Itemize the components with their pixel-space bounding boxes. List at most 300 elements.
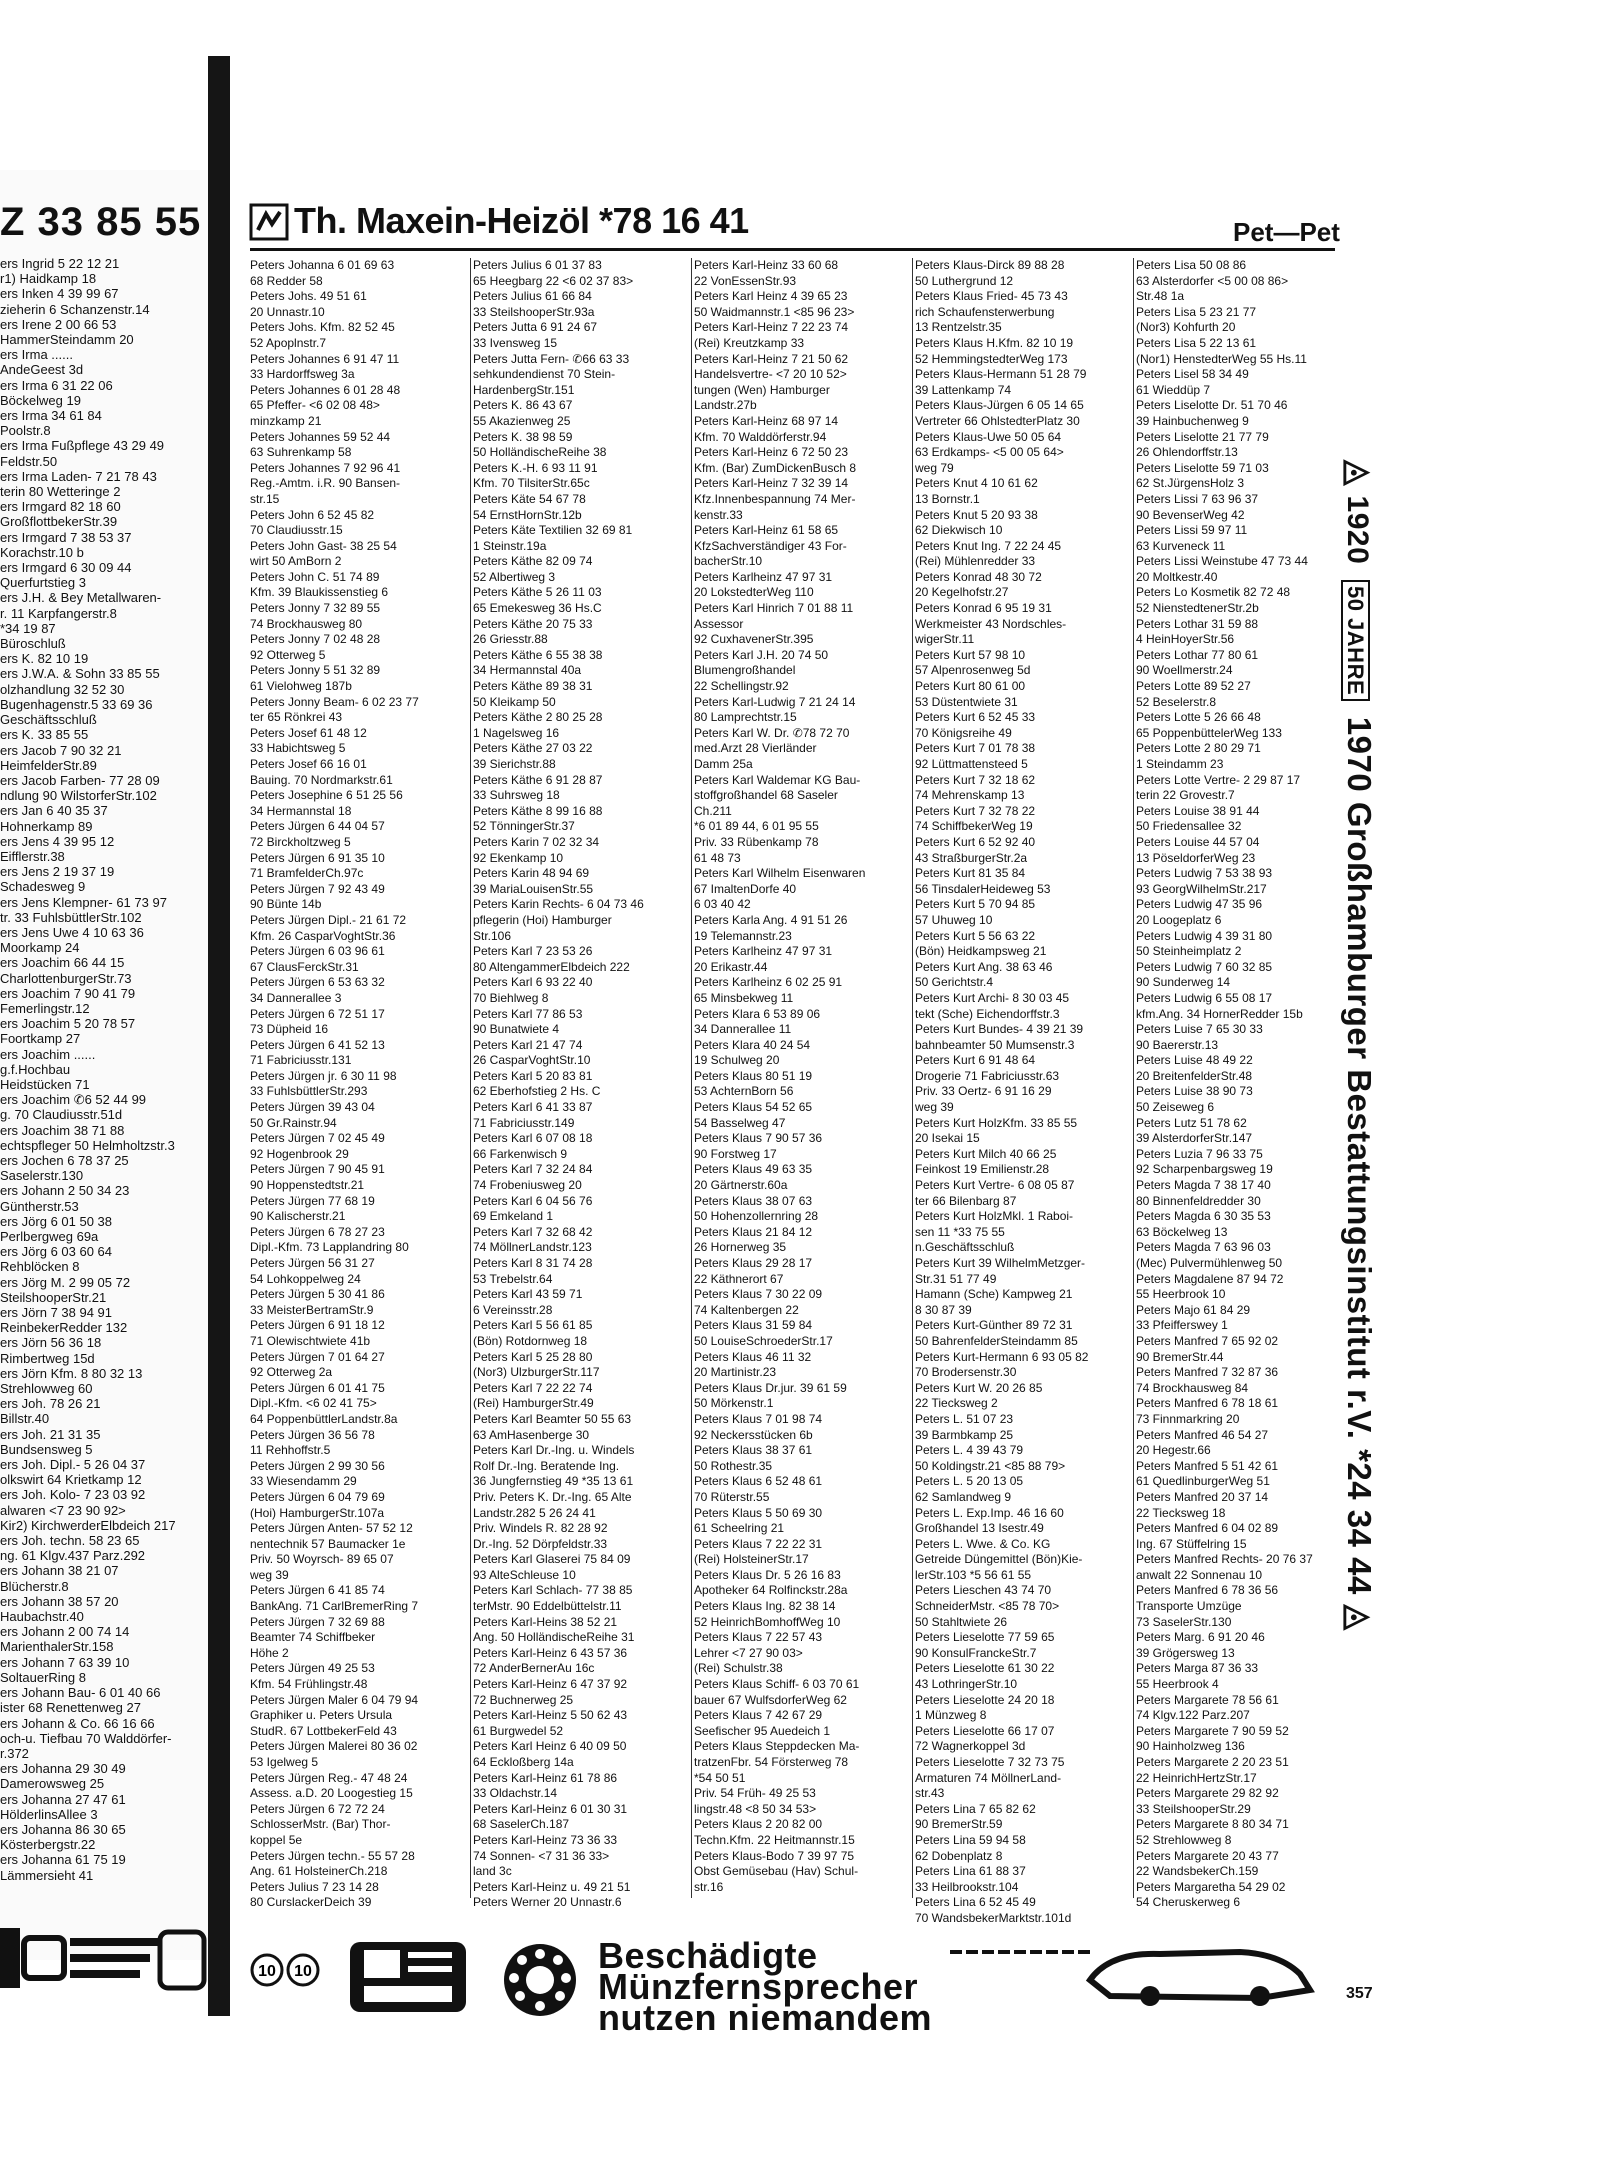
listing-entry: Peters Liselotte 59 71 03 [1136, 460, 1269, 475]
listing-entry: (Rei) Mühlenredder 33 [915, 554, 1036, 569]
listing-entry: Peters Karl-Heinz 6 72 50 23 [694, 445, 849, 460]
listing-entry: str.43 [915, 1786, 945, 1801]
listing-entry: Peters Magdalene 87 94 72 [1136, 1271, 1284, 1286]
listing-entry: 68 SaselerCh.187 [473, 1817, 570, 1832]
listing-entry: Peters Lisel 58 34 49 [1136, 367, 1249, 382]
listing-entry: 22 Tiecksweg 18 [1136, 1505, 1226, 1520]
ad-slogan-line-3: nutzen niemandem [598, 1997, 933, 2038]
listing-entry: Peters Käthe 2 80 25 28 [473, 710, 603, 725]
listing-entry: Güntherstr.53 [0, 1198, 79, 1214]
listing-entry: 90 Hoppenstedtstr.21 [250, 1178, 365, 1193]
listing-entry: 74 Brockhausweg 84 [1136, 1380, 1249, 1395]
listing-entry: Obst Gemüsebau (Hav) Schul- [694, 1864, 859, 1879]
listing-entry: HölderlinsAllee 3 [0, 1806, 98, 1822]
listing-entry: 72 AnderBernerAu 16c [473, 1661, 595, 1676]
listing-entry: 20 BreitenfelderStr.48 [1136, 1068, 1253, 1083]
listing-entry: str.16 [694, 1879, 724, 1894]
listing-entry: Peters Jürgen 7 02 45 49 [250, 1131, 385, 1146]
listing-entry: Peters Karlheinz 47 97 31 [694, 944, 833, 959]
listing-entry: Drogerie 71 Fabriciusstr.63 [915, 1068, 1060, 1083]
listing-entry: ers Irmgard 7 38 53 37 [0, 529, 132, 545]
listing-entry: Feinkost 19 Emilienstr.28 [915, 1162, 1050, 1177]
listing-entry: Peters Klaus 80 51 19 [694, 1068, 813, 1083]
listing-entry: ers Johann 7 63 39 10 [0, 1654, 130, 1670]
listing-entry: Peters Louise 38 91 44 [1136, 803, 1260, 818]
listing-entry: Peters Lieselotte 66 17 07 [915, 1723, 1055, 1738]
listing-entry: Peters Josef 61 48 12 [250, 725, 367, 740]
listing-entry: Str.48 1a [1136, 289, 1185, 304]
listing-entry: 54 Lohkoppelweg 24 [250, 1271, 361, 1286]
listing-entry: 53 Igelweg 5 [250, 1755, 319, 1769]
listing-entry: koppel 5e [250, 1832, 303, 1847]
listing-entry: Peters Jürgen 56 31 27 [250, 1256, 375, 1270]
listing-entry: Peters Margarete 8 80 34 71 [1136, 1817, 1289, 1832]
listing-entry: 55 Heerbrook 10 [1136, 1287, 1226, 1302]
listing-entry: 36 Jungfernstieg 49 *35 13 61 [473, 1474, 634, 1489]
listing-entry: ers Joh. Kolo- 7 23 03 92 [0, 1487, 146, 1503]
listing-entry: Peters Klaus 49 63 35 [694, 1162, 813, 1177]
listing-entry: 65 Heegbarg 22 <6 02 37 83> [473, 273, 634, 288]
listing-entry: ers Jens Uwe 4 10 63 36 [0, 924, 144, 940]
listing-entry: 63 Kurveneck 11 [1136, 538, 1226, 553]
listing-entry: 8 30 87 39 [915, 1302, 972, 1317]
listing-entry: ers Jörn Kfm. 8 80 32 13 [0, 1365, 143, 1381]
listing-entry: olkswirt 64 Krietkamp 12 [0, 1472, 142, 1488]
listing-entry: 22 VonEssenStr.93 [694, 273, 797, 288]
listing-entry: GroßflottbekerStr.39 [0, 514, 118, 530]
listing-entry: Peters Karl Heinz 6 40 09 50 [473, 1739, 627, 1754]
listing-entry: 20 Loogeplatz 6 [1136, 912, 1222, 927]
listing-entry: Peters Kurt Milch 40 66 25 [915, 1146, 1057, 1161]
listing-entry: n.Geschäftsschluß [915, 1240, 1015, 1255]
header-divider [250, 248, 1335, 251]
listing-entry: sen 11 *33 75 55 [915, 1224, 1005, 1239]
listing-entry: Hohnerkamp 89 [0, 818, 93, 834]
listing-entry: (Bön) Heidkampsweg 21 [915, 944, 1047, 959]
listing-entry: 74 MöllnerLandstr.123 [473, 1240, 592, 1255]
listing-entry: Dipl.-Kfm. 73 Lapplandring 80 [250, 1240, 409, 1255]
listing-entry: Peters Margarete 2 20 23 51 [1136, 1755, 1289, 1769]
listing-entry: Peters Manfred 6 04 02 89 [1136, 1521, 1279, 1536]
listing-entry: Assess. a.D. 20 Loogestieg 15 [250, 1786, 413, 1801]
listing-entry: Str.106 [473, 928, 512, 943]
listing-entry: wirt 50 AmBorn 2 [250, 554, 342, 569]
listing-entry: 33 Heilbrookstr.104 [915, 1879, 1019, 1894]
listing-entry: 20 Isekai 15 [915, 1131, 980, 1146]
listing-entry: Peters Johannes 6 91 47 11 [250, 351, 400, 366]
listing-entry: (Rei) Kreutzkamp 33 [694, 335, 805, 350]
listing-entry: Peters Kurt 81 35 84 [915, 866, 1026, 881]
listing-entry: 50 Friedensallee 32 [1136, 819, 1242, 834]
listing-entry: Peters Karlheinz 47 97 31 [694, 569, 833, 584]
listing-entry: Feldstr.50 [0, 453, 58, 469]
listing-entry: 63 Erdkamps- <5 00 05 64> [915, 445, 1064, 460]
listing-entry: Peters Karl 6 93 22 40 [473, 975, 593, 990]
listing-entry: olzhandlung 32 52 30 [0, 681, 125, 697]
listing-entry: Peters K. 38 98 59 [473, 429, 573, 444]
listing-entry: 70 WandsbekerMarktstr.101d [915, 1910, 1072, 1925]
listing-entry: Geschäftsschluß [0, 712, 97, 728]
listing-entry: 34 Dannerallee 11 [694, 1022, 792, 1037]
page-range: Pet—Pet [1233, 217, 1340, 247]
listing-entry: 19 Telemannstr.23 [694, 928, 792, 943]
listing-entry: Techn.Kfm. 22 Heitmannstr.15 [694, 1832, 855, 1847]
listing-entry: 65 Pfeffer- <6 02 08 48> [250, 398, 380, 413]
listing-entry: Peters Lotte 89 52 27 [1136, 679, 1251, 694]
listing-entry: 34 Hermannstal 18 [250, 803, 352, 818]
listing-entry: Peters Klaus-Bodo 7 39 97 75 [694, 1848, 855, 1863]
listing-entry: 22 Käthnerort 67 [694, 1271, 784, 1286]
listing-entry: ers Joh. Dipl.- 5 26 04 37 [0, 1457, 146, 1473]
listing-entry: 33 MeisterBertramStr.9 [250, 1302, 374, 1317]
listing-entry: Peters Karl 7 23 53 26 [473, 944, 593, 959]
listing-entry: Billstr.40 [0, 1411, 50, 1427]
listing-entry: pflegerin (Hoi) Hamburger [473, 912, 612, 927]
listing-entry: Peters Ludwig 4 39 31 80 [1136, 928, 1273, 943]
listing-entry: 22 HeinrichHertzStr.17 [1136, 1770, 1257, 1785]
listing-entry: 20 Moltkestr.40 [1136, 569, 1218, 584]
listing-entry: 64 PoppenbüttlerLandstr.8a [250, 1411, 398, 1426]
listing-entry: och-u. Tiefbau 70 Walddörfer- [0, 1730, 172, 1746]
listing-entry: 39 AlsterdorferStr.147 [1136, 1131, 1253, 1146]
listing-entry: 63 AmHasenberge 30 [473, 1427, 590, 1442]
listing-entry: 57 Alpenrosenweg 5d [915, 663, 1031, 678]
listing-column-2 [473, 258, 691, 1910]
listing-entry: 39 Sierichstr.88 [473, 757, 556, 771]
listing-entry: ers Jochen 6 78 37 25 [0, 1152, 129, 1168]
listing-entry: Peters Jürgen Malerei 80 36 02 [250, 1739, 418, 1754]
listing-entry: Damerowsweg 25 [0, 1776, 105, 1792]
listing-entry: Peters Klaus-Hermann 51 28 79 [915, 367, 1087, 382]
listing-entry: 11 Rehhoffstr.5 [250, 1443, 331, 1458]
listing-entry: 20 Martinistr.23 [694, 1365, 777, 1380]
listing-entry: HardenbergStr.151 [473, 382, 575, 397]
listing-entry: ReinbekerRedder 132 [0, 1320, 128, 1336]
listing-entry: Reg.-Amtm. i.R. 90 Bansen- [250, 476, 401, 491]
listing-entry: Peters John C. 51 74 89 [250, 569, 380, 584]
listing-entry: ers Jörg M. 2 99 05 72 [0, 1274, 131, 1290]
listing-entry: 33 Suhrsweg 18 [473, 788, 560, 803]
listing-entry: Peters Karl Glaserei 75 84 09 [473, 1552, 631, 1567]
listing-entry: Landstr.282 5 26 24 41 [473, 1505, 596, 1520]
listing-entry: tungen (Wen) Hamburger [694, 382, 830, 397]
listing-entry: 73 Düpheid 16 [250, 1022, 329, 1037]
listing-entry: Peters Kurt 7 01 78 38 [915, 741, 1036, 756]
listing-entry: Peters K.-H. 6 93 11 91 [473, 460, 598, 475]
listing-entry: 13 Rentzelstr.35 [915, 320, 1002, 335]
listing-entry: Peters Klaus 7 22 57 43 [694, 1630, 823, 1645]
listing-entry: Priv. 50 Woyrsch- 89 65 07 [250, 1552, 394, 1567]
listing-entry: Peters Manfred 6 78 18 61 [1136, 1396, 1279, 1411]
listing-entry: 67 ClausFerckStr.31 [250, 959, 359, 974]
listing-entry: Schadesweg 9 [0, 879, 86, 895]
listing-entry: Peters Karl Schlach- 77 38 85 [473, 1583, 633, 1598]
listing-entry: 54 Basselweg 47 [694, 1115, 786, 1130]
listing-entry: 92 CuxhavenerStr.395 [694, 632, 814, 647]
listing-entry: 90 Kalischerstr.21 [250, 1209, 346, 1224]
listing-entry: Kfm. (Bar) ZumDickenBusch 8 [694, 460, 857, 475]
payphone-icon [348, 1940, 468, 2015]
listing-entry: 65 Emekesweg 36 Hs.C [473, 601, 602, 616]
listing-entry: wigerStr.11 [915, 632, 975, 647]
listing-entry: Peters Karl 43 59 71 [473, 1287, 583, 1302]
listing-entry: Peters Lina 7 65 82 62 [915, 1801, 1036, 1816]
listing-entry: 6 03 40 42 [694, 897, 751, 912]
listing-entry: ng. 61 Klgv.437 Parz.292 [0, 1548, 146, 1564]
listing-entry: 90 Woellmerstr.24 [1136, 663, 1233, 678]
listing-entry: Peters Klaus 7 90 57 36 [694, 1131, 823, 1146]
listing-entry: Peters Jürgen 36 56 78 [250, 1427, 375, 1442]
listing-entry: 73 Finnmarkring 20 [1136, 1411, 1240, 1426]
vertical-ad-funeral-institute [1325, 460, 1385, 1960]
listing-entry: ers K. 33 85 55 [0, 727, 89, 743]
listing-entry: ers Joachim 5 20 78 57 [0, 1016, 136, 1032]
listing-entry: 72 Birckholtzweg 5 [250, 834, 351, 849]
listing-entry: Peters Kurt 6 91 48 64 [915, 1053, 1036, 1068]
listing-entry: 61 Scheelring 21 [694, 1521, 785, 1536]
ad-text: Großhamburger Bestattungsinstitut r.V. *24 34 44 [1341, 801, 1378, 1595]
listing-entry: Peters Lieselotte 7 32 73 75 [915, 1755, 1065, 1769]
listing-entry: Peters Klaus 7 22 22 31 [694, 1536, 823, 1551]
listing-entry: (Rei) HolsteinerStr.17 [694, 1552, 809, 1567]
listing-entry: 61 Wieddüp 7 [1136, 382, 1211, 397]
listing-entry: (Rei) Schulstr.38 [694, 1661, 783, 1676]
listing-entry: Dr.-Ing. 52 Dörpfeldstr.33 [473, 1536, 608, 1551]
listing-entry: 80 Lamprechtstr.15 [694, 710, 797, 725]
listing-entry: Peters Kurt 5 70 94 85 [915, 897, 1036, 912]
listing-entry: Peters Karl W. Dr. ✆78 72 70 [694, 725, 850, 740]
listing-entry: Peters Klaus 5 50 69 30 [694, 1505, 823, 1520]
listing-entry: 72 Buchnerweg 25 [473, 1692, 574, 1707]
listing-entry: Peters Karl-Heinz 68 97 14 [694, 413, 839, 428]
listing-entry: land 3c [473, 1864, 512, 1879]
page-number: 357 [1346, 1985, 1373, 2002]
column-divider [691, 258, 692, 1898]
listing-entry: Peters Lothar 31 59 88 [1136, 616, 1259, 631]
listing-entry: Peters Klaus 7 01 98 74 [694, 1411, 823, 1426]
listing-entry: Peters Klaus Schiff- 6 03 70 61 [694, 1677, 860, 1692]
listing-entry: r.372 [0, 1745, 29, 1761]
listing-entry: 26 Ohlendorffstr.13 [1136, 445, 1238, 460]
listing-entry: med.Arzt 28 Vierländer [694, 741, 817, 756]
listing-entry: 52 Albertiweg 3 [473, 569, 556, 584]
listing-entry: 50 Stahltwiete 26 [915, 1614, 1008, 1629]
column-divider [1133, 258, 1134, 1898]
listing-entry: terin 22 Grovestr.7 [1136, 788, 1235, 803]
listing-entry: ers Irma Laden- 7 21 78 43 [0, 468, 157, 484]
listing-entry: 22 WandsbekerCh.159 [1136, 1864, 1259, 1879]
listing-entry: Peters Margarete 78 56 61 [1136, 1692, 1279, 1707]
listing-entry: Rehblöcken 8 [0, 1259, 80, 1275]
listing-entry: Str.31 51 77 49 [915, 1271, 997, 1286]
listing-entry: 69 Emkeland 1 [473, 1209, 554, 1224]
listing-entry: ers Johann & Co. 66 16 66 [0, 1715, 155, 1731]
listing-entry: 33 SteilshooperStr.93a [473, 304, 595, 319]
listing-entry: 22 Tiecksweg 2 [915, 1396, 998, 1411]
listing-entry: Femerlingstr.12 [0, 1000, 90, 1016]
listing-entry: Peters Johs. Kfm. 82 52 45 [250, 320, 395, 335]
listing-entry: Saselerstr.130 [0, 1168, 84, 1184]
listing-entry: Peters Julius 6 01 37 83 [473, 258, 602, 272]
listing-entry: Peters Lotte 5 26 66 48 [1136, 710, 1261, 725]
listing-entry: Peters Jürgen 5 30 41 86 [250, 1287, 385, 1302]
left-page-ad-hand-icon [0, 1918, 210, 2000]
listing-entry: Priv. Windels R. 82 28 92 [473, 1521, 608, 1536]
listing-entry: Peters Jürgen Dipl.- 21 61 72 [250, 912, 407, 927]
ad-jubilee-badge: 50 JAHRE [1341, 580, 1370, 701]
listing-entry: Peters Manfred 6 78 36 56 [1136, 1583, 1279, 1598]
listing-entry: Peters Jürgen 2 99 30 56 [250, 1458, 385, 1473]
listing-entry: Damm 25a [694, 757, 753, 771]
listing-entry: Peters Karl-Heins 38 52 21 [473, 1614, 618, 1629]
listing-entry: SteilshooperStr.21 [0, 1289, 107, 1305]
listing-entry: 39 MariaLouisenStr.55 [473, 881, 594, 896]
listing-entry: 53 Düstentwiete 31 [915, 694, 1018, 709]
listing-entry: Peters Jürgen 6 01 41 75 [250, 1380, 385, 1395]
listing-entry: 26 CasparVoghtStr.10 [473, 1053, 591, 1068]
listing-entry: KfzSachverständiger 43 For- [694, 538, 847, 553]
listing-entry: 50 Kleikamp 50 [473, 694, 556, 709]
listing-entry: Peters Julius 61 66 84 [473, 289, 592, 304]
listing-entry: Peters Knut Ing. 7 22 24 45 [915, 538, 1062, 553]
listing-entry: ers Johann 38 21 07 [0, 1563, 119, 1579]
listing-entry: 34 Dannerallee 3 [250, 990, 342, 1005]
listing-entry: (Nor3) UlzburgerStr.117 [473, 1365, 600, 1380]
ad-slogan-line-1: Beschädigte [598, 1935, 818, 1976]
listing-entry: Peters Jürgen 7 01 64 27 [250, 1349, 385, 1364]
listing-entry: Peters Lissi Weinstube 47 73 44 [1136, 554, 1308, 569]
listing-entry: Peters Manfred 20 37 14 [1136, 1489, 1269, 1504]
listing-entry: Peters Kurt W. 20 26 85 [915, 1380, 1043, 1395]
listing-entry: 43 StraßburgerStr.2a [915, 850, 1028, 865]
listing-entry: (Rei) HamburgerStr.49 [473, 1396, 594, 1411]
listing-entry: Peters Jonny 7 32 89 55 [250, 601, 381, 616]
listing-entry: Peters Käthe 82 09 74 [473, 554, 593, 569]
listing-entry: Handelsvertre- <7 20 10 52> [694, 367, 847, 382]
listing-entry: 34 Hermannstal 40a [473, 663, 582, 678]
listing-entry: 90 KonsulFranckeStr.7 [915, 1645, 1037, 1660]
listing-entry: Peters Lutz 51 78 62 [1136, 1115, 1247, 1130]
listing-entry: tekt (Sche) Eichendorffstr.3 [915, 1006, 1060, 1021]
listing-entry: Peters Klaus 29 28 17 [694, 1256, 813, 1270]
listing-entry: 20 Kegelhofstr.27 [915, 585, 1009, 600]
listing-entry: 62 Eberhofstieg 2 Hs. C [473, 1084, 601, 1099]
listing-entry: Landstr.27b [694, 398, 757, 413]
listing-entry: 33 Ivensweg 15 [473, 335, 558, 350]
listing-entry: Peters Karl 5 56 61 85 [473, 1318, 593, 1333]
listing-entry: 71 Olewischtwiete 41b [250, 1333, 371, 1348]
listing-entry: Peters Lina 6 52 45 49 [915, 1895, 1036, 1910]
listing-entry: Peters Knut 5 20 93 38 [915, 507, 1038, 522]
listing-entry: Peters L. Wwe. & Co. KG [915, 1536, 1051, 1551]
listing-entry: Peters Lieselotte 24 20 18 [915, 1692, 1055, 1707]
listing-entry: Büroschluß [0, 636, 66, 652]
listing-entry: r1) Haidkamp 18 [0, 271, 97, 287]
listing-entry: Peters Magda 7 38 17 40 [1136, 1178, 1271, 1193]
listing-entry: Peters Jürgen 7 32 69 88 [250, 1614, 385, 1629]
listing-entry: Peters Johanna 6 01 69 63 [250, 258, 395, 272]
listing-entry: Peters Kurt Archi- 8 30 03 45 [915, 990, 1070, 1005]
listing-entry: 66 Farkenwisch 9 [473, 1146, 568, 1161]
listing-entry: Peters Karl 6 41 33 87 [473, 1100, 593, 1115]
listing-entry: ers Joachim ...... [0, 1046, 96, 1062]
listing-entry: 20 Gärtnerstr.60a [694, 1178, 788, 1193]
listing-entry: ers Jörn 7 38 94 91 [0, 1305, 113, 1321]
listing-entry: Armaturen 74 MöllnerLand- [915, 1770, 1062, 1785]
listing-entry: ers Jan 6 40 35 37 [0, 803, 108, 819]
listing-entry: 74 Frobeniusweg 20 [473, 1178, 582, 1193]
listing-entry: Transporte Umzüge [1136, 1599, 1242, 1614]
listing-entry: ers Jörg 6 01 50 38 [0, 1213, 113, 1229]
listing-entry: ter 66 Bilenbarg 87 [915, 1193, 1017, 1208]
listing-entry: Peters Kurt Ang. 38 63 46 [915, 959, 1053, 974]
listing-entry: Peters Klaus Fried- 45 73 43 [915, 289, 1068, 304]
heating-oil-logo-icon [250, 204, 288, 240]
listing-entry: Peters Klaus-Dirck 89 88 28 [915, 258, 1065, 272]
listing-entry: Dipl.-Kfm. <6 02 41 75> [250, 1396, 377, 1411]
listing-entry: minzkamp 21 [250, 413, 322, 428]
listing-entry: Apotheker 64 Rolfinckstr.28a [694, 1583, 848, 1598]
listing-entry: 50 Rothestr.35 [694, 1458, 773, 1473]
listing-entry: Peters Manfred 7 32 87 36 [1136, 1365, 1279, 1380]
listing-entry: terMstr. 90 Eddelbüttelstr.11 [473, 1599, 622, 1614]
car-icon [940, 1940, 1320, 2010]
listing-entry: 93 AlteSchleuse 10 [473, 1567, 576, 1582]
listing-entry: Peters Karl 8 31 74 28 [473, 1256, 593, 1270]
listing-entry: ers Johann Bau- 6 01 40 66 [0, 1685, 161, 1701]
listing-entry: Peters Jürgen 6 53 63 32 [250, 975, 385, 990]
ad-year-start: 1920 [1341, 495, 1374, 565]
listing-entry: Peters Johannes 6 01 28 48 [250, 382, 401, 397]
listing-entry: Getreide Düngemittel (Bön)Kie- [915, 1552, 1083, 1567]
listing-entry: 62 St.JürgensHolz 3 [1136, 476, 1245, 491]
listing-entry: BankAng. 71 CarlBremerRing 7 [250, 1599, 419, 1614]
listing-column-3 [694, 258, 912, 1898]
listing-entry: Peters Klaus H.Kfm. 82 10 19 [915, 335, 1074, 350]
listing-entry: 52 TönningerStr.37 [473, 819, 575, 834]
listing-entry: Kfm. 39 Blaukissenstieg 6 [250, 585, 389, 600]
listing-entry: ers J.H. & Bey Metallwaren- [0, 590, 162, 606]
listing-entry: tratzenFbr. 54 Försterweg 78 [694, 1755, 849, 1769]
listing-entry: 92 Hogenbrook 29 [250, 1146, 349, 1161]
listing-entry: bauer 67 WulfsdorferWeg 62 [694, 1692, 847, 1707]
listing-entry: MarienthalerStr.158 [0, 1639, 114, 1655]
listing-entry: ister 68 Renettenweg 27 [0, 1700, 141, 1716]
listing-entry: Priv. 54 Früh- 49 25 53 [694, 1786, 816, 1801]
listing-entry: 26 Hornerweg 35 [694, 1240, 787, 1255]
listing-entry: Peters Jürgen 6 04 79 69 [250, 1489, 385, 1504]
listing-entry: Bauing. 70 Nordmarkstr.61 [250, 772, 393, 787]
listing-entry: Peters Karl-Heinz 6 47 37 92 [473, 1677, 628, 1692]
listing-entry: 50 Gerichtstr.4 [915, 975, 994, 990]
listing-entry: Eifflerstr.38 [0, 848, 65, 864]
listing-entry: 64 Eckloßberg 14a [473, 1755, 574, 1769]
listing-entry: 70 Rüterstr.55 [694, 1489, 770, 1504]
listing-entry: 74 SchiffbekerWeg 19 [915, 819, 1033, 834]
listing-entry: Peters Jürgen 77 68 19 [250, 1193, 375, 1208]
listing-entry: Peters Josephine 6 51 25 56 [250, 788, 403, 803]
listing-entry: 50 Waidmannstr.1 <85 96 23> [694, 304, 855, 319]
listing-entry: ers Jens Klempner- 61 73 97 [0, 894, 167, 910]
listing-entry: Peters Marga 87 36 33 [1136, 1661, 1259, 1676]
listing-entry: Peters Manfred 5 51 42 61 [1136, 1458, 1279, 1473]
listing-entry: Peters Lieschen 43 74 70 [915, 1583, 1052, 1598]
listing-entry: Peters Lina 59 94 58 [915, 1832, 1026, 1847]
listing-entry: 50 Hohenzollernring 28 [694, 1209, 819, 1224]
listing-entry: Peters Klaus Steppdecken Ma- [694, 1739, 860, 1754]
listing-entry: Kfm. 70 TilsiterStr.65c [473, 476, 590, 491]
listing-entry: Peters Magda 6 30 35 53 [1136, 1209, 1271, 1224]
